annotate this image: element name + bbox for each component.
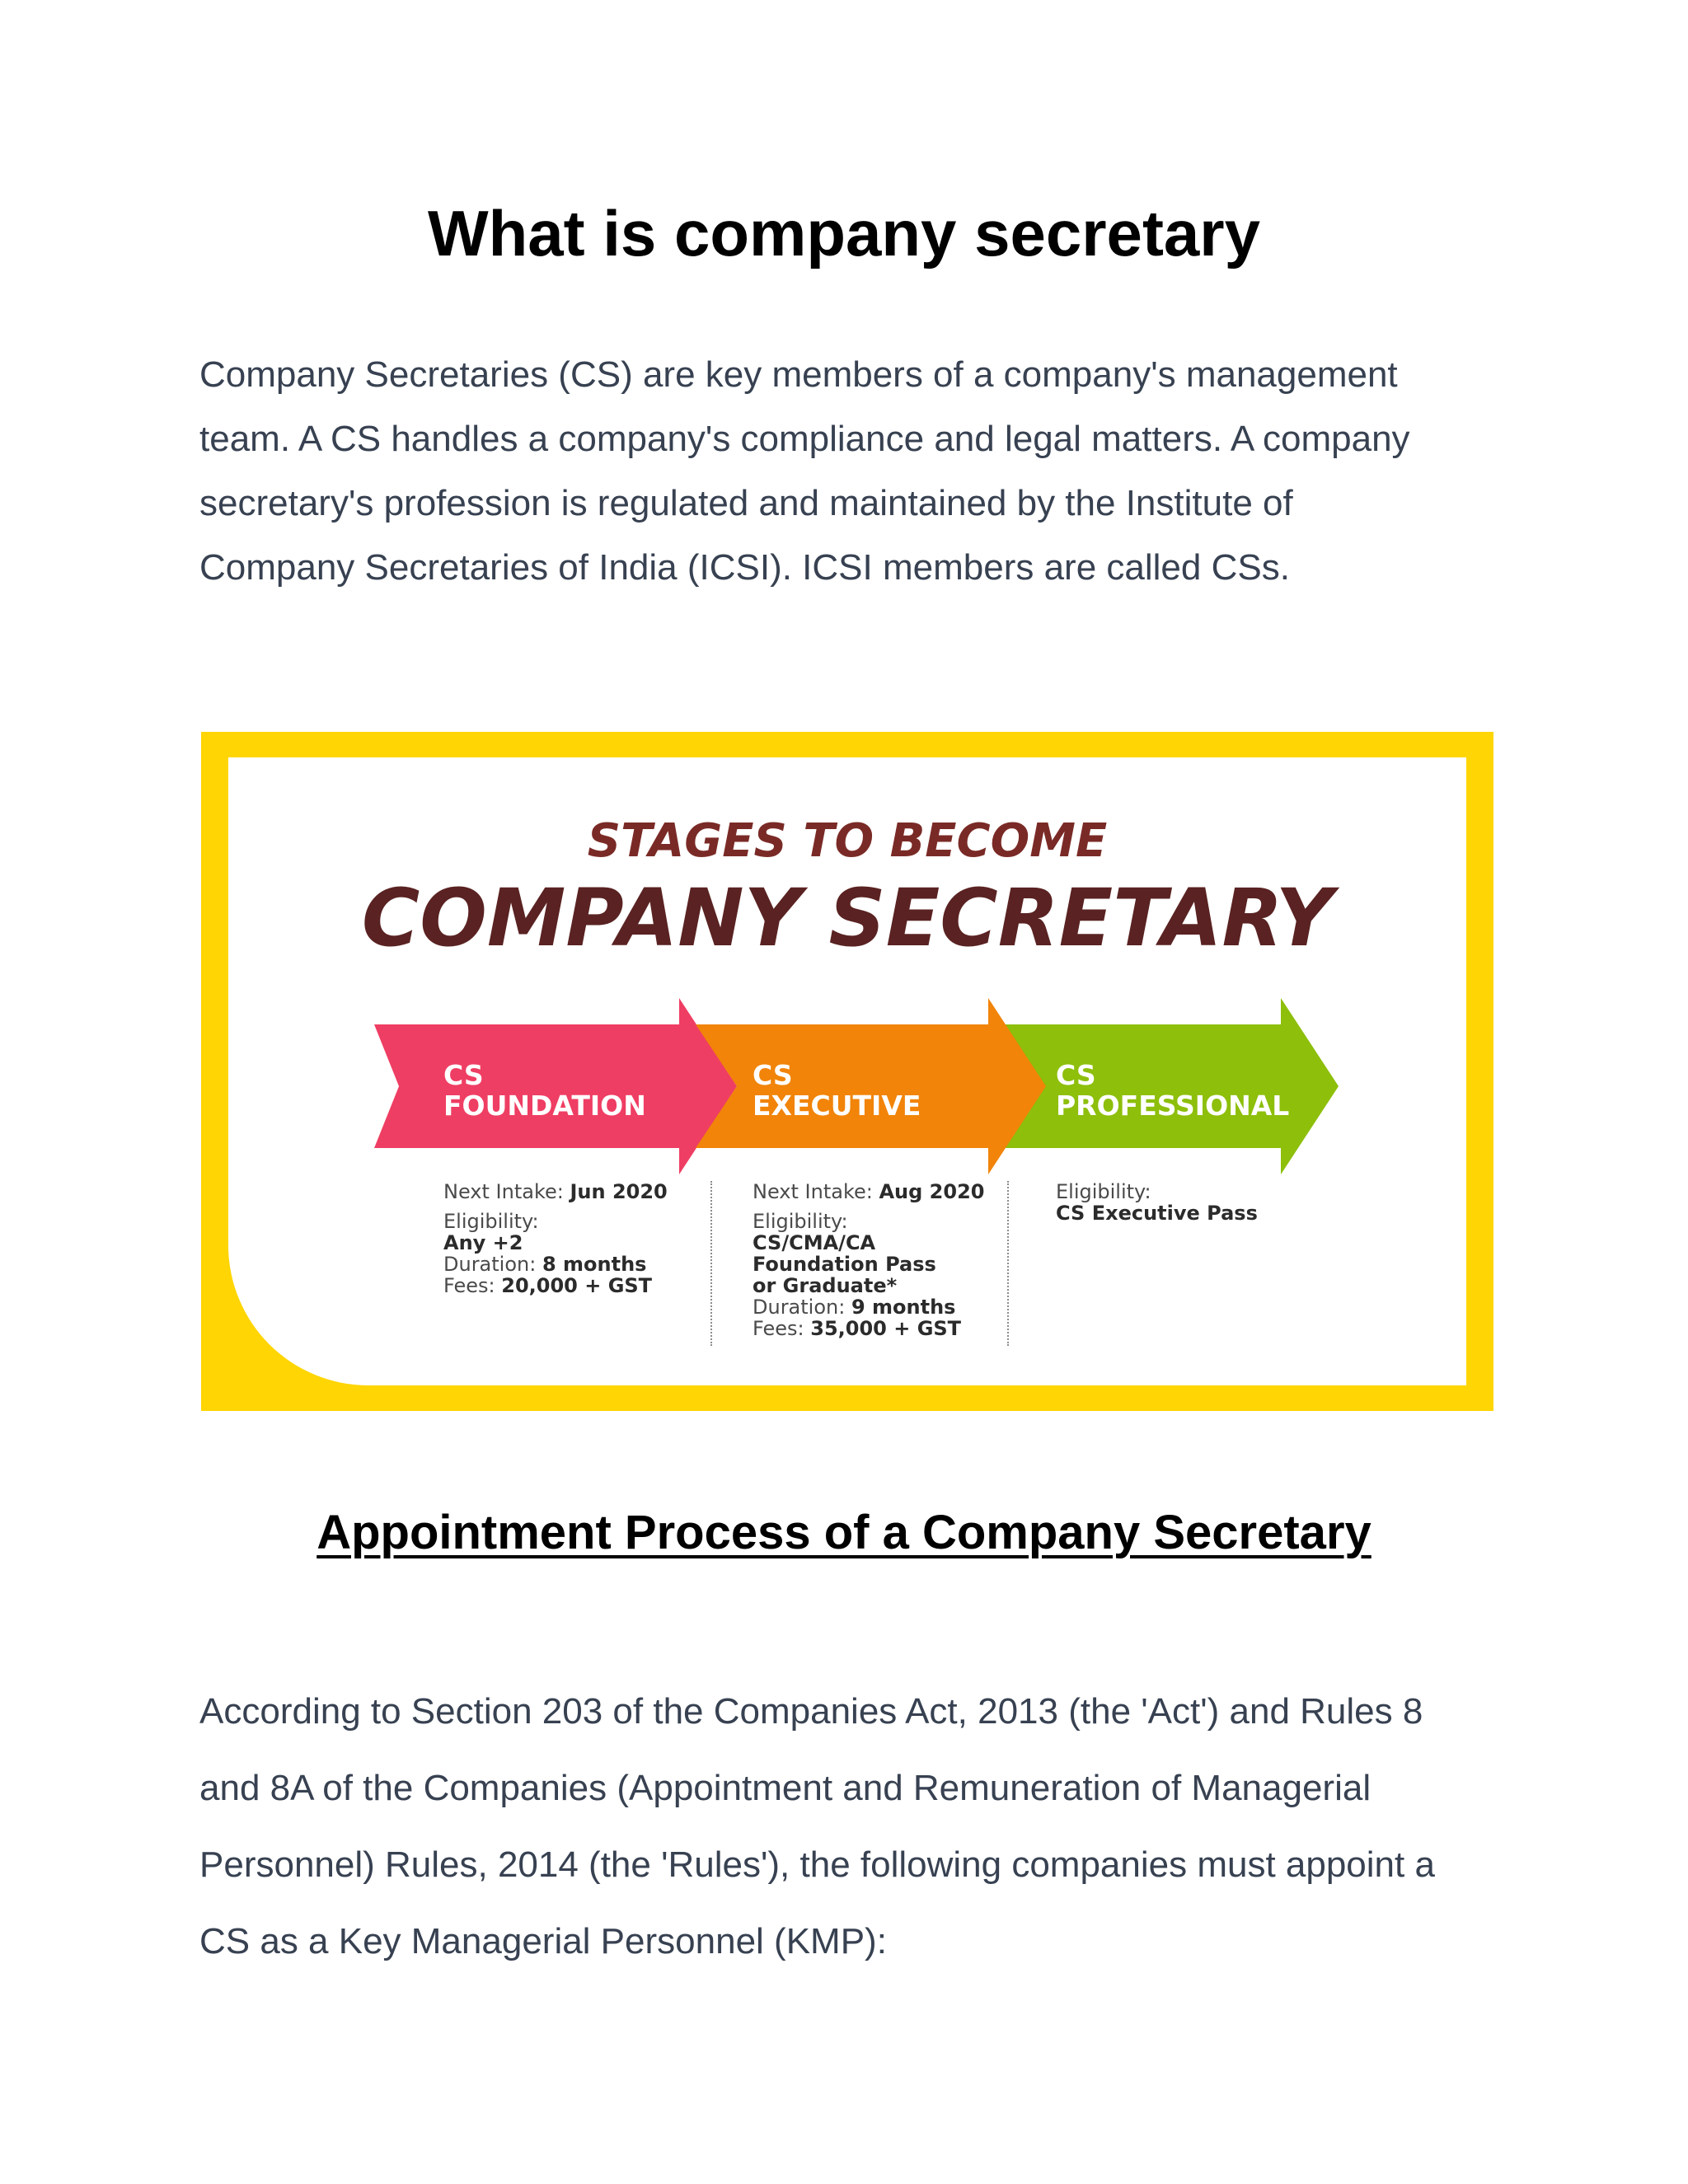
executive-label: CS EXECUTIVE — [753, 1059, 921, 1122]
stages-infographic — [201, 732, 1493, 1411]
executive-info: Next Intake: Aug 2020 Eligibility: CS/CMA/CA Foundation Pass or Graduate* Duration: 9 months Fees: 35,000 + GST — [753, 1180, 985, 1340]
divider-line — [1007, 1181, 1009, 1346]
intro-line: Company Secretaries of India (ICSI). ICSI members are called CSs. — [199, 547, 1290, 588]
section-heading: Appointment Process of a Company Secretary — [316, 1506, 1372, 1559]
infographic-heading-small: STAGES TO BECOME — [587, 814, 1108, 868]
executive-intake: Next Intake: Aug 2020 — [753, 1180, 985, 1203]
foundation-label: CS FOUNDATION — [443, 1059, 646, 1122]
section-line: CS as a Key Managerial Personnel (KMP): — [199, 1921, 887, 1961]
intro-paragraph — [199, 343, 1493, 600]
page-title: What is company secretary — [427, 197, 1261, 269]
intro-line: secretary's profession is regulated and maintained by the Institute of — [199, 483, 1293, 523]
intro-line: Company Secretaries (CS) are key members of a company's management — [199, 354, 1398, 395]
intro-line: team. A CS handles a company's compliance and legal matters. A company — [199, 419, 1410, 459]
professional-label: CS PROFESSIONAL — [1056, 1059, 1290, 1122]
infographic-heading-large: COMPANY SECRETARY — [361, 872, 1334, 964]
professional-info: Eligibility: CS Executive Pass — [1056, 1180, 1258, 1225]
foundation-info: Next Intake: Jun 2020 Eligibility: Any +2 Duration: 8 months Fees: 20,000 + GST — [443, 1180, 668, 1297]
appointment-paragraph — [199, 1673, 1493, 1980]
section-line: Personnel) Rules, 2014 (the 'Rules'), the following companies must appoint a — [199, 1844, 1435, 1885]
section-line: and 8A of the Companies (Appointment and Remuneration of Managerial — [199, 1768, 1372, 1808]
divider-line — [710, 1181, 712, 1346]
foundation-intake: Next Intake: Jun 2020 — [443, 1180, 668, 1203]
section-line: According to Section 203 of the Companies Act, 2013 (the 'Act') and Rules 8 — [199, 1691, 1423, 1732]
